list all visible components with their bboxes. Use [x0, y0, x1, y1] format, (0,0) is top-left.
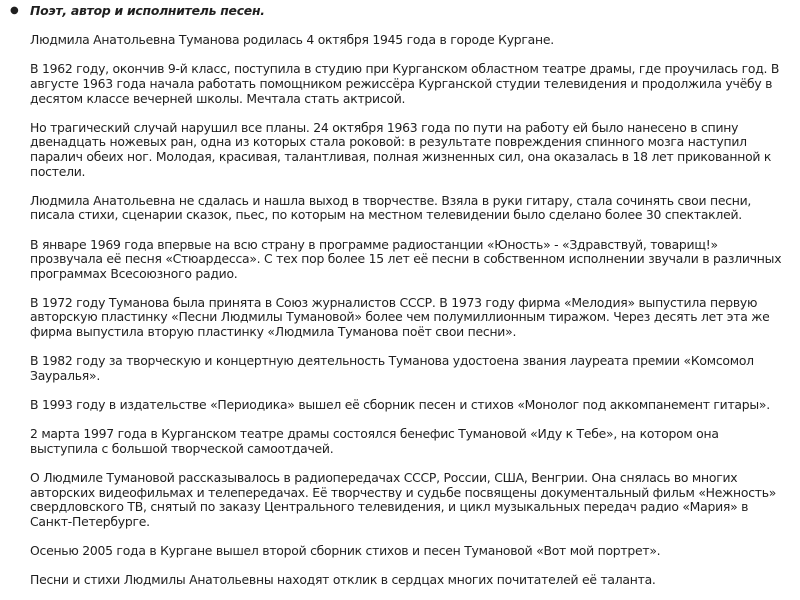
- paragraph-6: В 1972 году Туманова была принята в Союз журналистов СССР. В 1973 году фирма «Мелодия» выпустила первую авторскую пластинку «Песни Людмилы Тумановой» более чем полумиллионным тиражом. Через десять лет эта же фирма выпустила вторую пластинку «Людмила Туманова поёт свои песни».: [30, 294, 770, 340]
- bullet-dot-icon: ●: [10, 5, 19, 16]
- heading: Поэт, автор и исполнитель песен.: [30, 3, 265, 18]
- paragraph-11: Осенью 2005 года в Кургане вышел второй сборник стихов и песен Тумановой «Вот мой портрет».: [30, 542, 661, 558]
- paragraph-3: Но трагический случай нарушил все планы. 24 октября 1963 года по пути на работу ей было нанесено в спину двенадцать ножевых ран, одна из которых стала роковой: в результате повреждения спинного мозга наступил паралич обеих ног. Молодая, красивая, талантливая, полная жизненных сил, она оказалась в 18 лет прикованной к постели.: [30, 119, 772, 179]
- paragraph-7: В 1982 году за творческую и концертную деятельность Туманова удостоена звания лауреата премии «Комсомол Зауралья».: [30, 353, 754, 383]
- paragraph-8: В 1993 году в издательстве «Периодика» вышел её сборник песен и стихов «Монолог под аккомпанемент гитары».: [30, 397, 770, 413]
- bullet-content: [30, 4, 786, 588]
- paragraph-4: Людмила Анатольевна не сдалась и нашла выход в творчестве. Взяла в руки гитару, стала сочинять свои песни, писала стихи, сценарии сказок, пьес, по которым на местном телевидении было сделано более 30 спектаклей.: [30, 192, 752, 223]
- paragraph-9: 2 марта 1997 года в Курганском театре драмы состоялся бенефис Тумановой «Иду к Тебе», на котором она выступила с большой творческой самоотдачей.: [30, 426, 719, 456]
- bullet-item: [8, 4, 786, 588]
- paragraph-1: Людмила Анатольевна Туманова родилась 4 октября 1945 года в городе Кургане.: [30, 32, 554, 48]
- paragraph-12: Песни и стихи Людмилы Анатольевны находят отклик в сердцах многих почитателей её таланта.: [30, 572, 656, 588]
- paragraph-2: В 1962 году, окончив 9-й класс, поступила в студию при Курганском областном театре драмы, где проучилась год. В августе 1963 года начала работать помощником режиссёра Курганской студии телевидения и продолжила учёбу в десятом классе вечерней школы. Мечтала стать актрисой.: [30, 61, 780, 106]
- paragraph-5: В январе 1969 года впервые на всю страну в программе радиостанции «Юность» - «Здравствуй, товарищ!» прозвучала её песня «Стюардесса». С тех пор более 15 лет её песни в собственном исполнении звучали в различных программах Всесоюзного радио.: [30, 236, 782, 281]
- paragraph-10: О Людмиле Тумановой рассказывалось в радиопередачах СССР, России, США, Венгрии. Она снялась во многих авторских видеофильмах и телепередачах. Её творчеству и судьбе посвящены документальный фильм «Нежность» свердловского ТВ, снятый по заказу Центрального телевидения, и цикл музыкальных передач радио «Мария» в Санкт-Петербурге.: [30, 470, 777, 529]
